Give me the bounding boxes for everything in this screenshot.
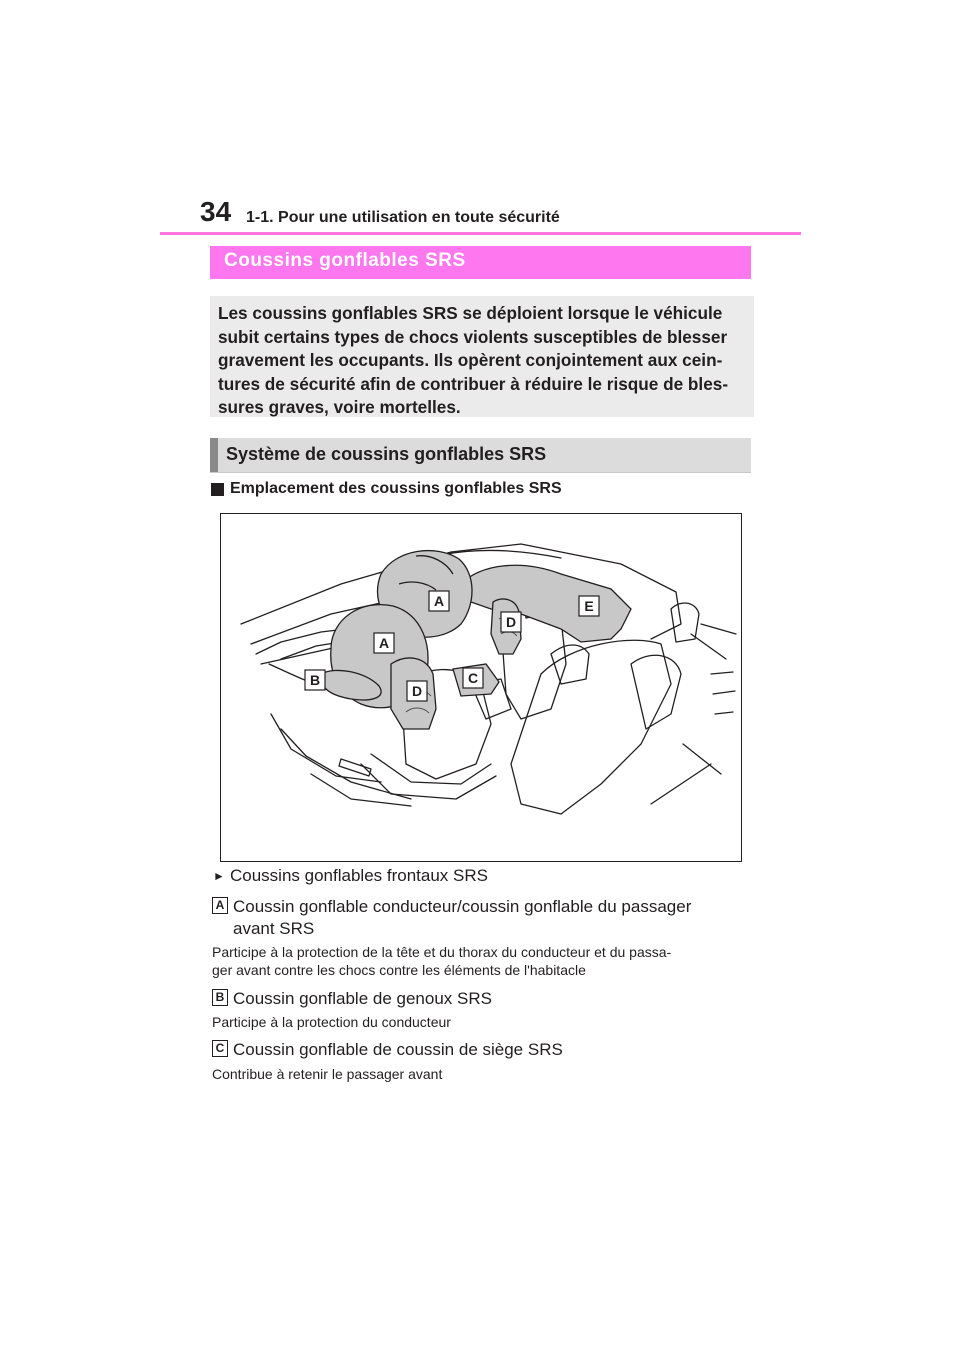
- intro-box: [210, 296, 754, 417]
- intro-line: tures de sécurité afin de contribuer à réduire le risque de bles-: [218, 373, 729, 394]
- item-description: ger avant contre les chocs contre les éléments de l'habitacle: [212, 962, 586, 978]
- item-heading: Coussin gonflable de coussin de siège SRS: [233, 1040, 563, 1059]
- item-heading: avant SRS: [233, 919, 315, 938]
- square-bullet-icon: [211, 483, 224, 496]
- item-letter-box: B: [212, 989, 228, 1006]
- item-description: Contribue à retenir le passager avant: [212, 1066, 443, 1082]
- subheading-bar: [210, 438, 751, 473]
- figure-label-e: [579, 596, 599, 616]
- svg-text:B: B: [309, 672, 321, 688]
- item-heading: Coussin gonflable de genoux SRS: [233, 989, 492, 1008]
- item-letter-box: A: [212, 897, 228, 914]
- banner-title: Coussins gonflables SRS: [224, 250, 466, 271]
- header-rule: [160, 232, 801, 235]
- figure-label-a-lower: [374, 633, 394, 653]
- figure-label-b: [305, 670, 325, 690]
- item-heading: Coussin gonflable conducteur/coussin gonflable du passager: [233, 897, 692, 916]
- section-title: 1-1. Pour une utilisation en toute sécurité: [246, 209, 560, 226]
- car-interior-illustration: [221, 514, 741, 861]
- figure-label-a-upper: [429, 591, 449, 611]
- svg-text:E: E: [584, 598, 594, 614]
- intro-line: gravement les occupants. Ils opèrent conjointement aux cein-: [218, 350, 723, 370]
- location-heading: Emplacement des coussins gonflables SRS: [230, 480, 562, 497]
- svg-text:A: A: [433, 593, 445, 609]
- airbag-location-figure: [220, 513, 742, 862]
- figure-label-c: [463, 668, 483, 688]
- svg-text:A: A: [378, 635, 390, 651]
- svg-text:C: C: [467, 670, 479, 686]
- subheading-accent: [210, 438, 218, 472]
- page-number: 34: [200, 196, 232, 227]
- item-description: Participe à la protection du conducteur: [212, 1014, 451, 1030]
- intro-text: [218, 302, 752, 420]
- subheading-title: Système de coussins gonflables SRS: [226, 444, 547, 464]
- figure-label-d-right: [501, 612, 521, 632]
- svg-text:D: D: [505, 614, 517, 630]
- intro-line: sures graves, voire mortelles.: [218, 397, 461, 417]
- svg-text:D: D: [411, 683, 423, 699]
- list-title: Coussins gonflables frontaux SRS: [230, 866, 488, 885]
- triangle-bullet-icon: ►: [213, 869, 225, 883]
- figure-label-d-left: [407, 681, 427, 701]
- chapter-banner: [210, 246, 751, 279]
- intro-line: Les coussins gonflables SRS se déploient lorsque le véhicule: [218, 303, 723, 323]
- item-description: Participe à la protection de la tête et du thorax du conducteur et du passa-: [212, 944, 672, 960]
- item-letter-box: C: [212, 1040, 228, 1057]
- intro-line: subit certains types de chocs violents susceptibles de blesser: [218, 326, 728, 347]
